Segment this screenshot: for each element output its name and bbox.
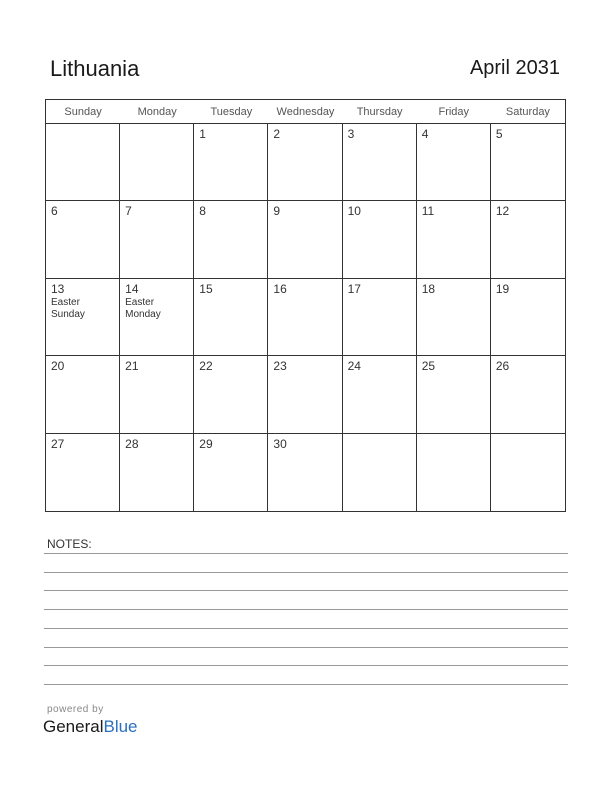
day-number: 7 <box>125 204 132 219</box>
holiday-label: Easter Monday <box>125 296 161 320</box>
country-title: Lithuania <box>50 56 140 81</box>
day-cell <box>491 279 565 356</box>
weekday-label: Tuesday <box>210 106 253 118</box>
day-number: 26 <box>495 359 510 374</box>
day-cell <box>46 434 120 511</box>
day-number: 20 <box>51 359 65 374</box>
weekday-label: Monday <box>137 106 177 118</box>
day-cell <box>491 434 565 511</box>
day-cell <box>46 279 120 356</box>
day-cell <box>268 279 342 356</box>
day-cell <box>120 279 194 356</box>
day-cell <box>343 124 417 201</box>
day-cell <box>491 124 565 201</box>
day-cell <box>491 356 565 433</box>
note-line <box>44 628 568 629</box>
day-number: 2 <box>273 127 281 141</box>
day-number: 12 <box>495 204 510 219</box>
weekday-label: Wednesday <box>276 106 335 118</box>
powered-by-text: powered by <box>47 704 104 715</box>
day-number: 18 <box>421 281 436 296</box>
day-cell <box>417 279 491 356</box>
day-number: 29 <box>199 436 213 451</box>
note-line <box>44 684 568 685</box>
note-line <box>44 553 568 554</box>
day-cell <box>417 201 491 278</box>
day-cell <box>268 201 342 278</box>
brand-logo[interactable] <box>43 717 138 737</box>
day-number: 27 <box>51 436 65 451</box>
day-number: 22 <box>199 359 213 374</box>
day-cell <box>194 356 268 433</box>
day-cell <box>46 124 120 201</box>
weekday-label: Sunday <box>64 106 102 118</box>
day-cell <box>46 201 120 278</box>
note-line <box>44 665 568 666</box>
day-number: 28 <box>125 436 139 451</box>
weekday-label: Thursday <box>356 106 403 118</box>
day-cell <box>120 124 194 201</box>
day-cell <box>194 434 268 511</box>
day-cell <box>343 356 417 433</box>
day-number: 6 <box>51 204 58 219</box>
brand-general: General <box>43 717 104 736</box>
day-number: 19 <box>495 281 510 296</box>
day-number: 3 <box>347 127 355 141</box>
day-cell <box>120 434 194 511</box>
weekday-header <box>46 100 565 124</box>
note-line <box>44 590 568 591</box>
day-number: 10 <box>347 204 361 219</box>
day-number: 11 <box>421 204 435 219</box>
calendar-grid <box>45 99 566 512</box>
day-number: 1 <box>199 127 206 141</box>
day-number: 4 <box>421 127 429 141</box>
day-number: 9 <box>273 204 281 219</box>
calendar-days <box>46 124 565 511</box>
day-number: 8 <box>199 204 206 219</box>
day-cell <box>417 434 491 511</box>
month-title: April 2031 <box>469 57 560 79</box>
day-cell <box>268 434 342 511</box>
day-number: 17 <box>347 281 361 296</box>
day-cell <box>194 201 268 278</box>
note-line <box>44 572 568 573</box>
day-number: 5 <box>495 127 503 141</box>
day-number: 23 <box>273 359 287 374</box>
day-cell <box>343 279 417 356</box>
day-cell <box>417 356 491 433</box>
day-cell <box>343 434 417 511</box>
day-cell <box>120 356 194 433</box>
day-number: 13 <box>51 281 65 296</box>
day-number: 16 <box>273 281 287 296</box>
day-number: 24 <box>347 359 361 374</box>
brand-blue: Blue <box>103 717 138 736</box>
day-number: 21 <box>125 359 139 374</box>
day-cell <box>46 356 120 433</box>
day-cell <box>194 279 268 356</box>
day-cell <box>268 356 342 433</box>
notes-label: NOTES: <box>47 537 92 551</box>
day-cell <box>268 124 342 201</box>
day-cell <box>343 201 417 278</box>
holiday-label: Easter Sunday <box>51 296 85 320</box>
day-number: 25 <box>421 359 436 374</box>
day-cell <box>491 201 565 278</box>
weekday-label: Friday <box>438 106 470 118</box>
note-line <box>44 609 568 610</box>
day-number: 14 <box>125 281 139 296</box>
note-line <box>44 647 568 648</box>
day-cell <box>417 124 491 201</box>
day-number: 15 <box>199 281 213 296</box>
day-cell <box>120 201 194 278</box>
day-number: 30 <box>273 436 287 451</box>
weekday-label: Saturday <box>505 106 550 118</box>
day-cell <box>194 124 268 201</box>
